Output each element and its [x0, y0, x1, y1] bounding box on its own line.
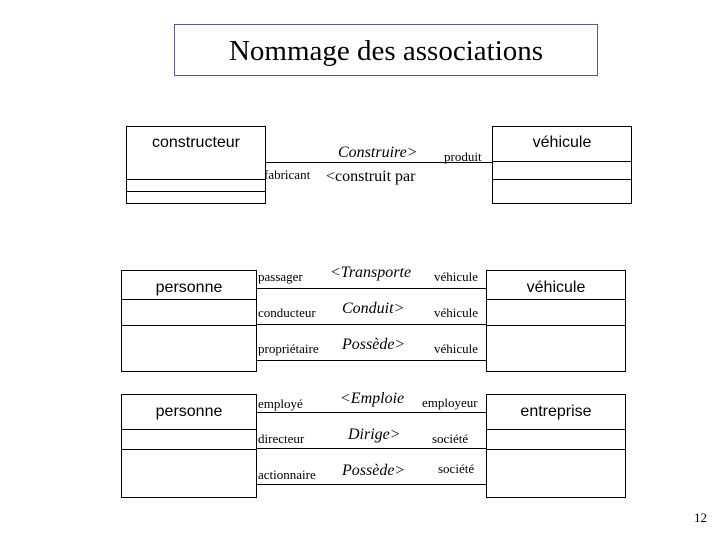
class-name: constructeur [151, 134, 241, 151]
class-name: personne [155, 279, 223, 296]
association-name: <Transporte [330, 264, 412, 281]
method-divider [487, 325, 625, 326]
association-line [257, 484, 486, 485]
attribute-divider [487, 429, 625, 430]
class-entreprise [486, 394, 626, 498]
role-left: conducteur [258, 305, 316, 320]
role-left: actionnaire [258, 467, 316, 482]
association-line [257, 412, 486, 413]
attribute-divider [493, 161, 631, 162]
slide-title: Nommage des associations [228, 35, 544, 67]
association-name: Dirige> [348, 426, 401, 443]
association-line [257, 448, 486, 449]
class-name: personne [155, 403, 223, 420]
role-left: employé [258, 396, 303, 411]
role-left: passager [258, 269, 303, 284]
association-line [257, 288, 486, 289]
title-box [174, 24, 598, 76]
role-produit: produit [444, 149, 482, 164]
class-vehicule [486, 270, 626, 372]
method-divider [127, 191, 265, 192]
association-name: Possède> [342, 462, 406, 479]
attribute-divider [122, 299, 256, 300]
class-name: entreprise [520, 403, 592, 420]
method-divider [122, 449, 256, 450]
association-forward-label: Construire> [338, 144, 418, 161]
role-right: véhicule [434, 305, 479, 320]
role-right: employeur [422, 395, 478, 410]
association-name: <Emploie [340, 390, 405, 407]
association-line [257, 360, 486, 361]
class-name: véhicule [526, 279, 586, 296]
class-personne [121, 270, 257, 372]
association-name: Conduit> [342, 300, 405, 317]
class-name: véhicule [532, 134, 592, 151]
role-right: véhicule [434, 269, 479, 284]
association-line [257, 324, 486, 325]
method-divider [122, 325, 256, 326]
attribute-divider [487, 299, 625, 300]
role-right: société [432, 431, 469, 446]
method-divider [493, 179, 631, 180]
role-left: propriétaire [258, 341, 319, 356]
role-right: société [438, 461, 475, 476]
role-fabricant: fabricant [264, 167, 311, 182]
class-constructeur [126, 126, 266, 204]
class-vehicule [492, 126, 632, 204]
attribute-divider [122, 429, 256, 430]
role-right: véhicule [434, 341, 479, 356]
page-number: 12 [694, 510, 707, 525]
attribute-divider [127, 179, 265, 180]
association-name: Possède> [342, 336, 406, 353]
class-personne [121, 394, 257, 498]
role-left: directeur [258, 431, 305, 446]
association-backward-label: <construit par [326, 168, 416, 185]
method-divider [487, 449, 625, 450]
